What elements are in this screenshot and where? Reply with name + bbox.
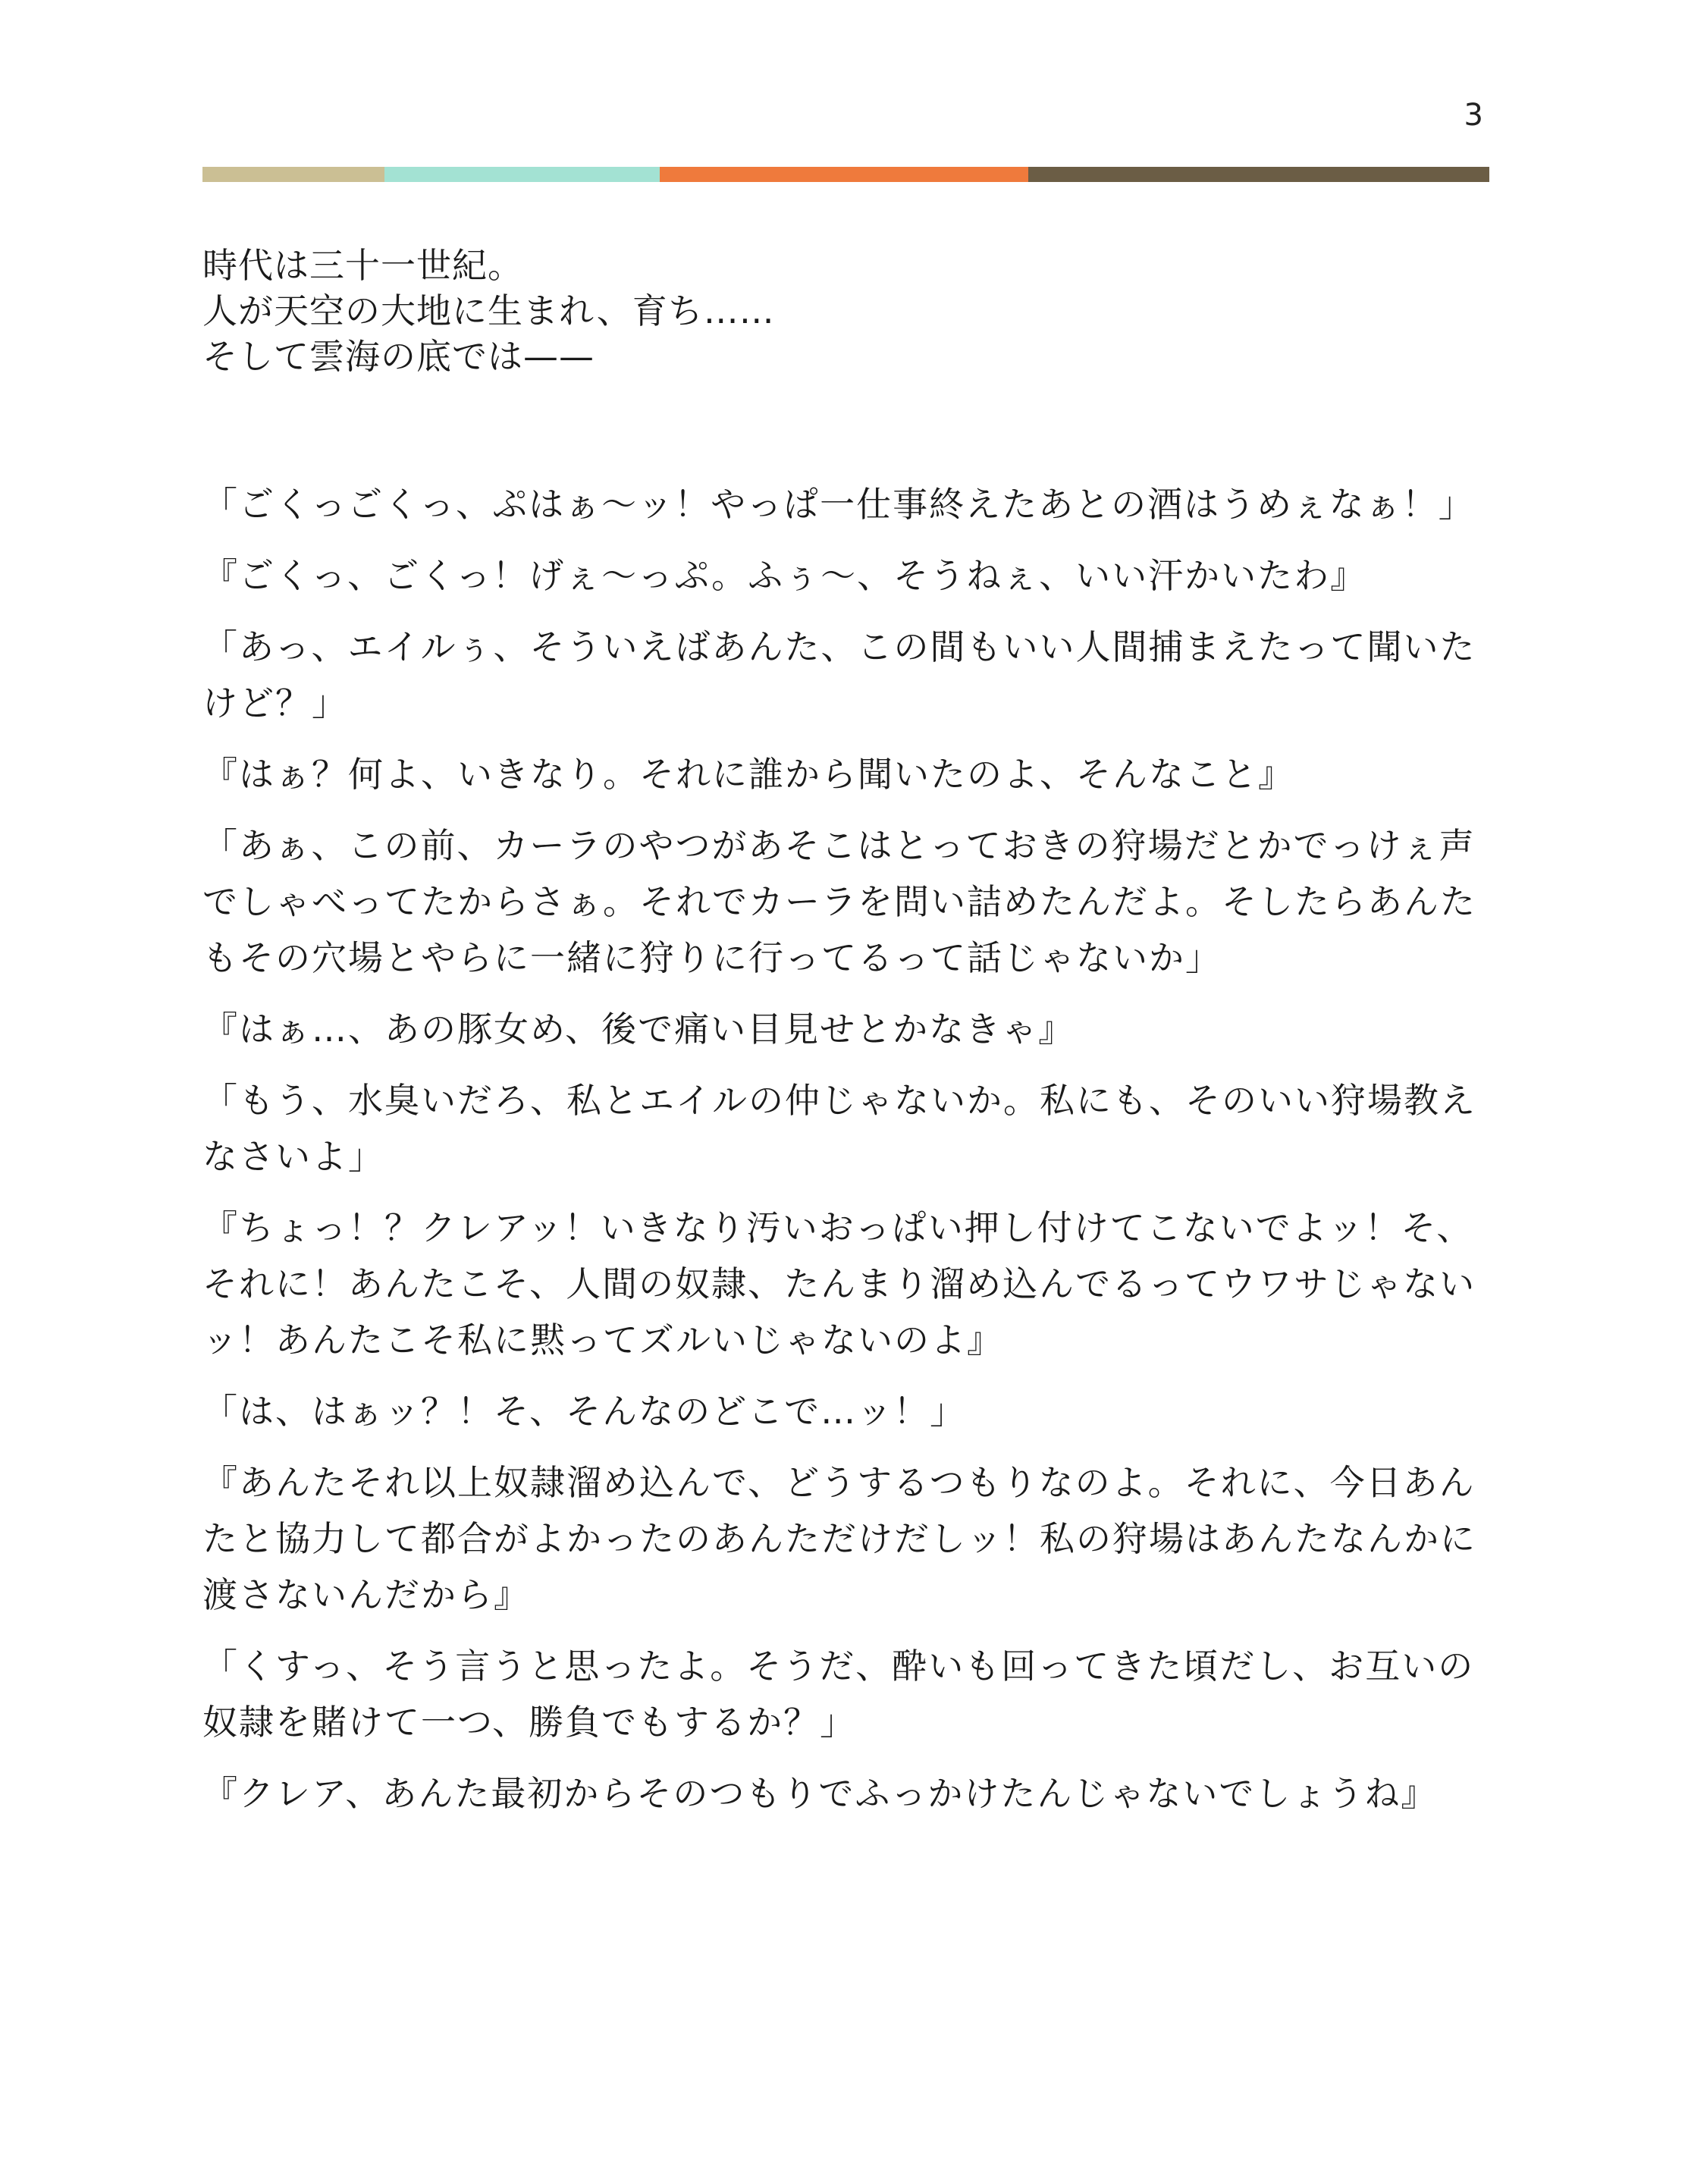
dialogue-line: 「くすっ、そう言うと思ったよ。そうだ、酔いも回ってきた頃だし、お互いの奴隷を賭けて一つ、勝負でもするか？」 [202, 1646, 1475, 1743]
dialogue-line: 『クレア、あんた最初からそのつもりでふっかけたんじゃないでしょうね』 [202, 1773, 1438, 1814]
dialogue-line: 『はぁ？何よ、いきなり。それに誰から聞いたのよ、そんなこと』 [202, 754, 1294, 795]
color-bar-segment-2 [384, 167, 660, 182]
page-number: 3 [1464, 98, 1483, 133]
dialogue-line: 『ごくっ、ごくっ！げぇ〜っぷ。ふぅ〜、そうねぇ、いい汗かいたわ』 [202, 555, 1367, 596]
intro-line: 人が天空の大地に生まれ、育ち…… [202, 290, 775, 331]
dialogue-line: 「は、はぁッ？！そ、そんなのどこで…ッ！」 [202, 1391, 967, 1432]
dialogue-line: 「あっ、エイルぅ、そういえばあんた、この間もいい人間捕まえたって聞いたけど？」 [202, 626, 1476, 723]
dialogue-line: 『あんたそれ以上奴隷溜め込んで、どうするつもりなのよ。それに、今日あんたと協力して都合がよかったのあんただけだしッ！私の狩場はあんたなんかに渡さないんだから』 [202, 1462, 1476, 1615]
decorative-color-bar [202, 167, 1489, 182]
dialogue-line: 『ちょっ！？クレアッ！いきなり汚いおっぱい押し付けてこないでよッ！そ、それに！あんたこそ、人間の奴隷、たんまり溜め込んでるってウワサじゃないッ！あんたこそ私に黙ってズルいじゃないのよ』 [202, 1207, 1476, 1360]
page-body [202, 243, 1492, 1837]
intro-line: 時代は三十一世紀。 [202, 245, 523, 286]
dialogue-line: 「もう、水臭いだろ、私とエイルの仲じゃないか。私にも、そのいい狩場教えなさいよ」 [202, 1080, 1476, 1177]
color-bar-segment-3 [660, 167, 1028, 182]
dialogue-block [202, 476, 1492, 1822]
dialogue-line: 『はぁ…、あの豚女め、後で痛い目見せとかなきゃ』 [202, 1009, 1075, 1050]
color-bar-segment-1 [202, 167, 384, 182]
intro-block [202, 243, 1492, 379]
dialogue-line: 「ごくっごくっ、ぷはぁ〜ッ！やっぱ一仕事終えたあとの酒はうめぇなぁ！」 [202, 484, 1475, 525]
dialogue-line: 「あぁ、この前、カーラのやつがあそこはとっておきの狩場だとかでっけぇ声でしゃべってたからさぁ。それでカーラを問い詰めたんだよ。そしたらあんたもその穴場とやらに一緒に狩りに行ってるって話じゃないか」 [202, 825, 1476, 978]
color-bar-segment-4 [1028, 167, 1489, 182]
intro-line: そして雲海の底では—— [202, 336, 595, 377]
